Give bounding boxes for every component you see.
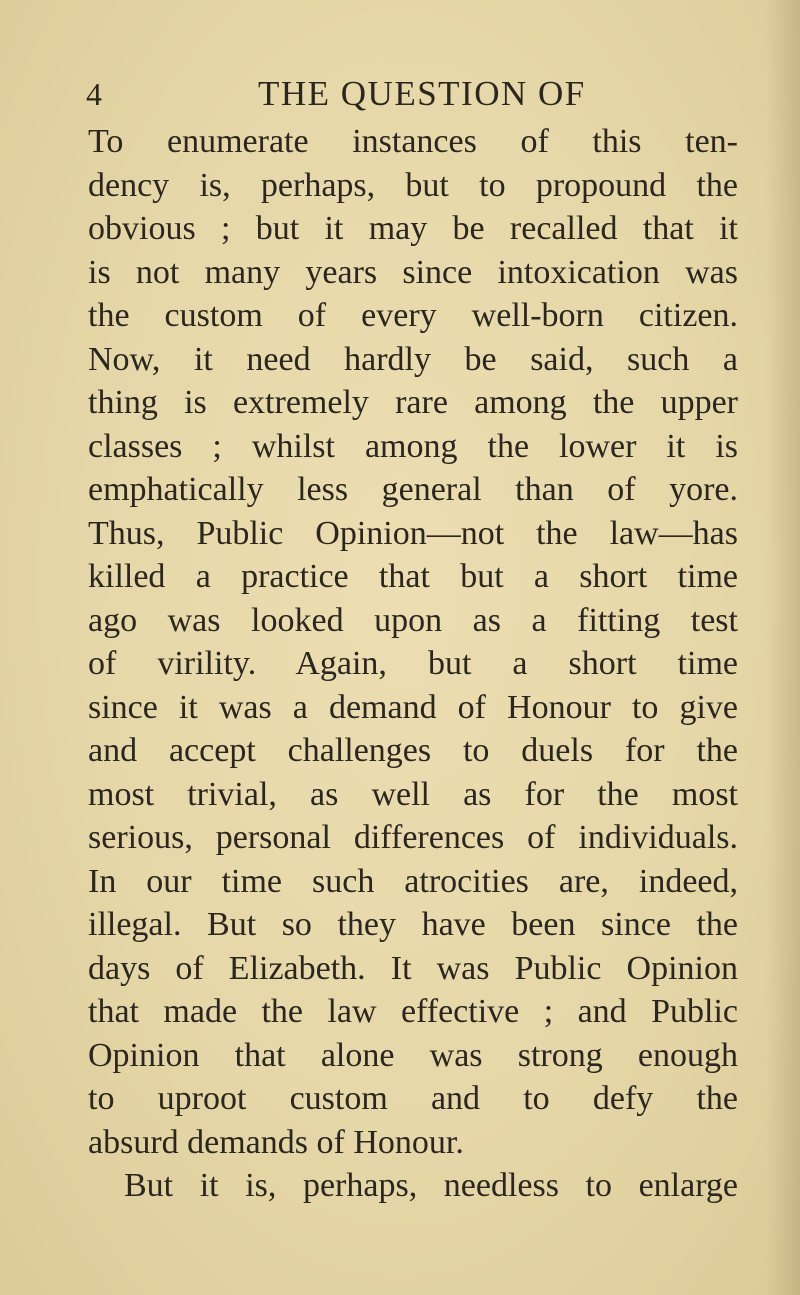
running-head <box>0 72 800 116</box>
text-line: to uproot custom and to defy the <box>88 1080 738 1117</box>
text-line: Opinion that alone was strong enough <box>88 1036 738 1074</box>
text-line: that made the law effective ; and Public <box>88 993 738 1030</box>
text-line: Thus, Public Opinion—not the law—has <box>88 514 738 552</box>
text-line: is not many years since intoxication was <box>88 253 738 291</box>
text-line: most trivial, as well as for the most <box>88 775 738 813</box>
text-line: dency is, perhaps, but to propound the <box>88 166 738 204</box>
text-line: thing is extremely rare among the upper <box>88 384 738 421</box>
text-line: of virility. Again, but a short time <box>88 645 738 682</box>
text-line: ago was looked upon as a fitting test <box>88 601 738 639</box>
text-line: To enumerate instances of this ten- <box>88 123 738 160</box>
text-line: Now, it need hardly be said, such a <box>88 340 738 378</box>
page-edge-shadow <box>766 0 800 1295</box>
text-line: days of Elizabeth. It was Public Opinion <box>88 949 738 987</box>
text-line: killed a practice that but a short time <box>88 558 738 595</box>
text-line: serious, personal differences of individuals. <box>88 819 738 856</box>
body-text <box>88 120 738 1208</box>
text-line: obvious ; but it may be recalled that it <box>88 210 738 247</box>
text-line: But it is, perhaps, needless to enlarge <box>124 1167 738 1204</box>
text-line: and accept challenges to duels for the <box>88 732 738 769</box>
text-line: since it was a demand of Honour to give <box>88 688 738 726</box>
text-line: the custom of every well-born citizen. <box>88 297 738 334</box>
text-line: illegal. But so they have been since the <box>88 906 738 943</box>
text-line: absurd demands of Honour. <box>88 1123 464 1161</box>
page-number: 4 <box>86 76 102 112</box>
text-line: In our time such atrocities are, indeed, <box>88 862 738 900</box>
text-line: classes ; whilst among the lower it is <box>88 427 738 465</box>
text-line: emphatically less general than of yore. <box>88 471 738 508</box>
running-title: THE QUESTION OF <box>258 74 586 113</box>
